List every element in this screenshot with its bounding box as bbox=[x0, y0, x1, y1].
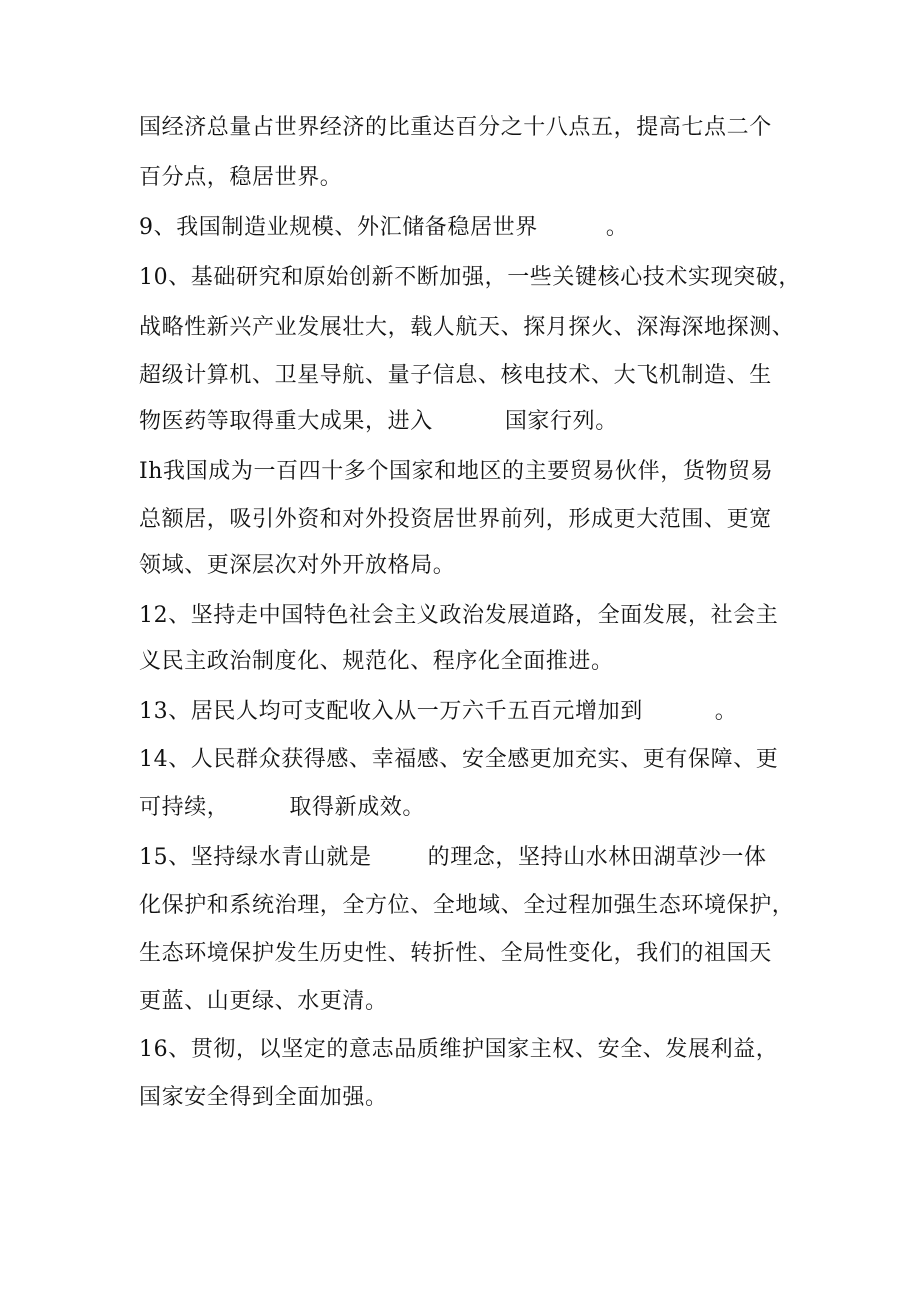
line-text: 12、坚持走中国特色社会主义政治发展道路，全面发展，社会主 bbox=[139, 603, 779, 628]
line-text: 14、人民群众获得感、幸福感、安全感更加充实、更有保障、更 bbox=[139, 747, 779, 772]
line-text: 百分点，稳居世界。 bbox=[139, 165, 343, 190]
line-text: 生态环境保护发生历史性、转折性、全局性变化，我们的祖国天 bbox=[139, 941, 772, 966]
line-text: Ih我国成为一百四十多个国家和地区的主要贸易伙伴，货物贸易 bbox=[139, 459, 774, 484]
line-text: 更蓝、山更绿、水更清。 bbox=[139, 989, 388, 1014]
line-text: 。 bbox=[714, 699, 738, 724]
item-14 bbox=[139, 740, 799, 780]
text-line bbox=[139, 982, 799, 1022]
text-line bbox=[139, 788, 799, 828]
text-line-1 bbox=[139, 108, 799, 148]
text-line bbox=[139, 356, 799, 396]
line-text: 国经济总量占世界经济的比重达百分之十八点五，提高七点二个 bbox=[139, 115, 772, 140]
line-text: 16、贯彻，以坚定的意志品质维护国家主权、安全、发展利益， bbox=[139, 1037, 779, 1062]
item-11 bbox=[139, 452, 799, 492]
line-text: 物医药等取得重大成果，进入 bbox=[139, 409, 433, 434]
line-text: 国家行列。 bbox=[504, 409, 618, 434]
text-line bbox=[139, 1078, 799, 1118]
line-text: 领域、更深层次对外开放格局。 bbox=[139, 553, 456, 578]
text-line bbox=[139, 642, 799, 682]
text-line bbox=[139, 886, 799, 926]
item-12 bbox=[139, 596, 799, 636]
text-line bbox=[139, 500, 799, 540]
line-text: 战略性新兴产业发展壮大，载人航天、探月探火、深海深地探测、 bbox=[139, 315, 795, 340]
item-15 bbox=[139, 838, 799, 878]
line-text: 可持续， bbox=[139, 795, 230, 820]
line-text: 取得新成效。 bbox=[289, 795, 426, 820]
text-line bbox=[139, 934, 799, 974]
line-text: 总额居，吸引外资和对外投资居世界前列，形成更大范围、更宽 bbox=[139, 507, 772, 532]
line-text: 义民主政治制度化、规范化、程序化全面推进。 bbox=[139, 649, 614, 674]
text-line bbox=[139, 308, 799, 348]
item-9 bbox=[139, 208, 799, 248]
line-text: 15、坚持绿水青山就是 bbox=[139, 845, 372, 870]
line-text: 10、基础研究和原始创新不断加强，一些关键核心技术实现突破， bbox=[139, 265, 801, 290]
text-line-2 bbox=[139, 158, 799, 198]
line-text: 国家安全得到全面加强。 bbox=[139, 1085, 388, 1110]
item-10 bbox=[139, 258, 799, 298]
line-text: 化保护和系统治理，全方位、全地域、全过程加强生态环境保护， bbox=[139, 893, 795, 918]
line-text: 的理念，坚持山水林田湖草沙一体 bbox=[427, 845, 767, 870]
text-line bbox=[139, 546, 799, 586]
item-16 bbox=[139, 1030, 799, 1070]
line-text: 13、居民人均可支配收入从一万六千五百元增加到 bbox=[139, 699, 643, 724]
item-9-end: 。 bbox=[605, 215, 629, 240]
item-9-text: 9、我国制造业规模、外汇储备稳居世界 bbox=[139, 215, 538, 240]
line-text: 超级计算机、卫星导航、量子信息、核电技术、大飞机制造、生 bbox=[139, 363, 772, 388]
item-13 bbox=[139, 692, 799, 732]
text-line bbox=[139, 402, 799, 442]
